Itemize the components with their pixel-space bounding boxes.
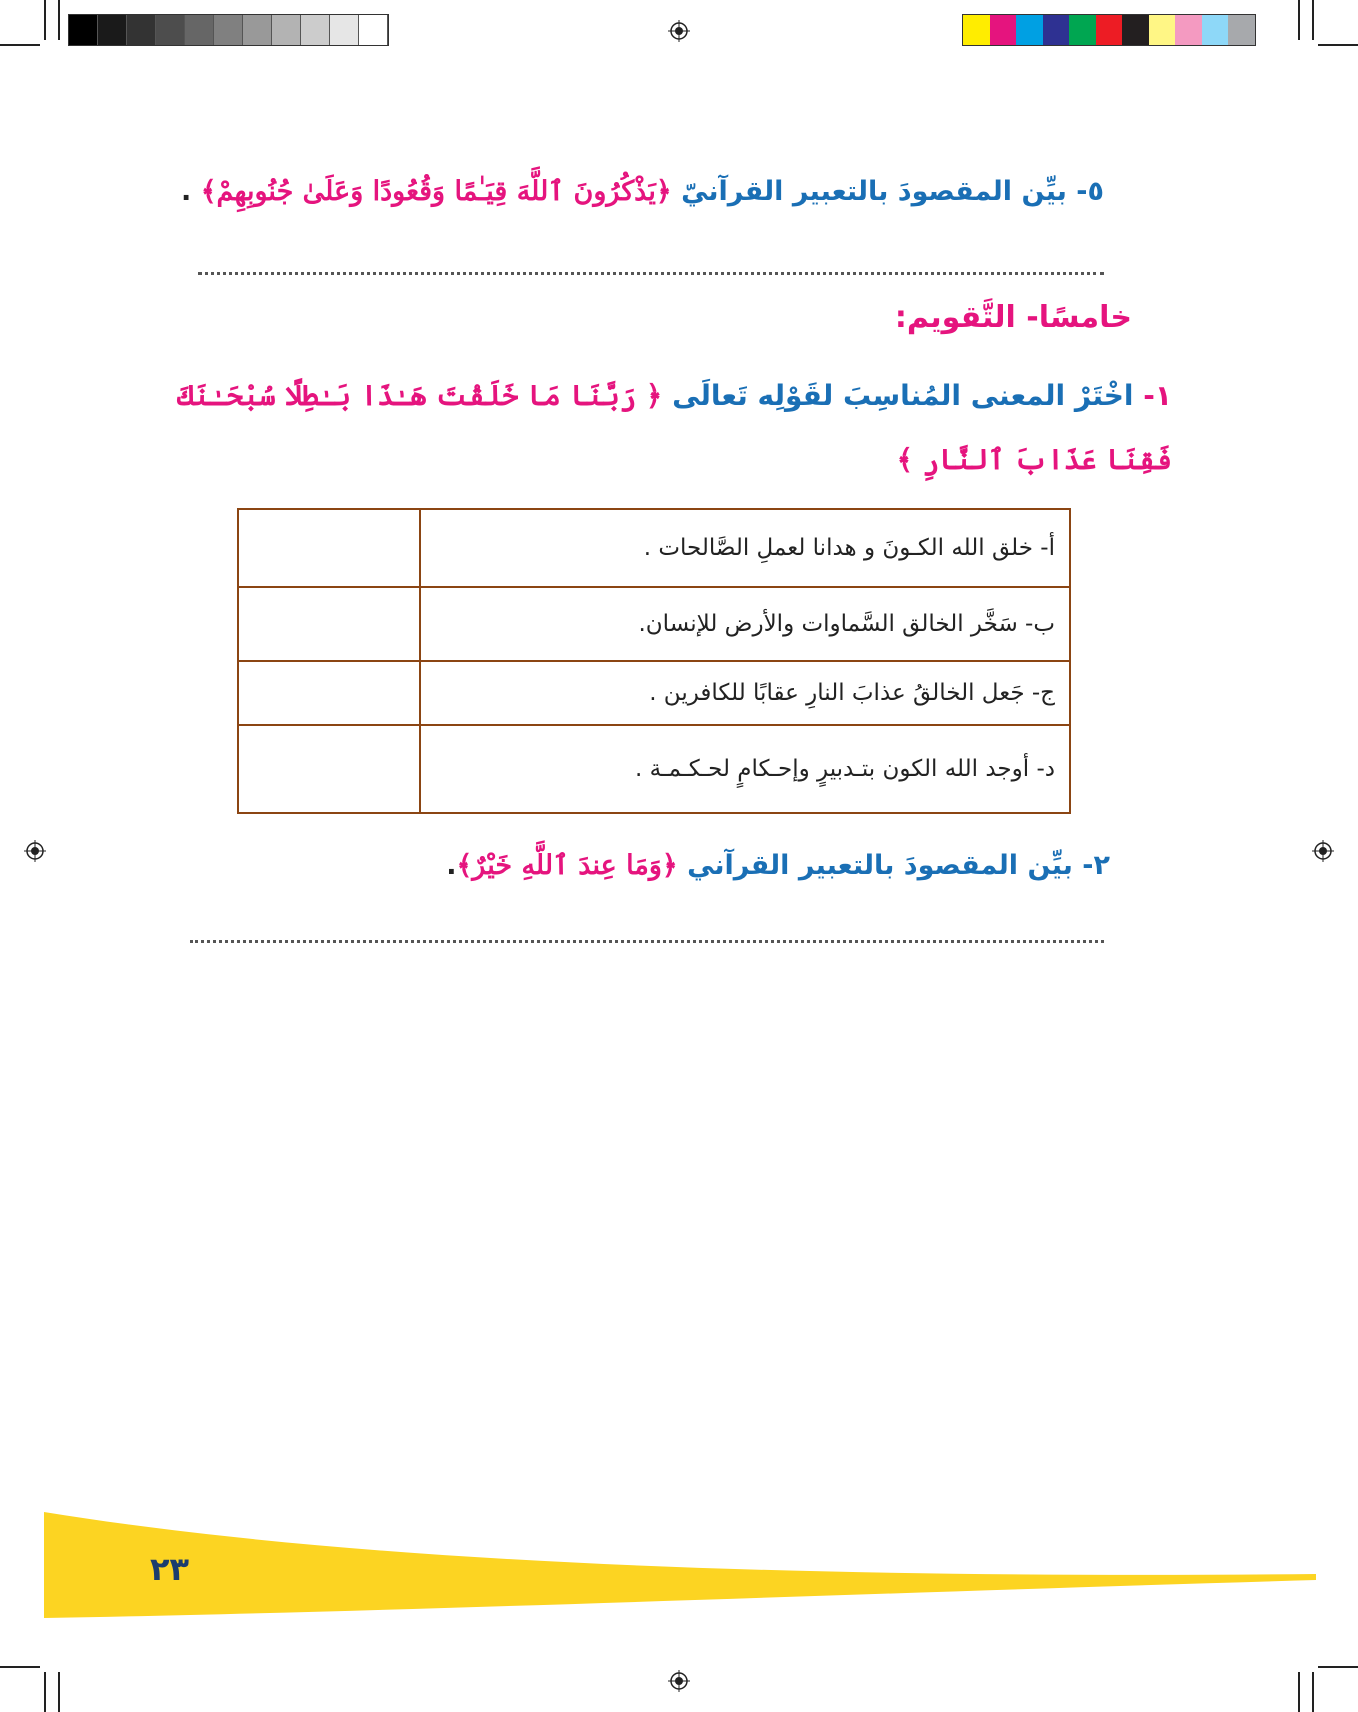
grayscale-swatch xyxy=(185,15,214,45)
question-1-text: اخْتَرْ المعنى المُناسِبَ لقَوْلِه تَعالَى xyxy=(662,379,1134,412)
color-swatch xyxy=(1149,15,1176,45)
grayscale-swatch xyxy=(98,15,127,45)
question-1-number: ١- xyxy=(1133,379,1172,412)
crop-mark xyxy=(1312,0,1314,40)
option-c: ج- جَعل الخالقُ عذابَ النارِ عقابًا للكافرين . xyxy=(420,661,1070,725)
crop-mark xyxy=(58,1672,60,1712)
table-row xyxy=(238,661,1070,725)
crop-mark xyxy=(58,0,60,40)
color-swatch xyxy=(990,15,1017,45)
grayscale-swatch xyxy=(272,15,301,45)
answer-cell[interactable] xyxy=(238,587,420,661)
grayscale-swatch xyxy=(156,15,185,45)
table-row xyxy=(238,509,1070,587)
color-swatch xyxy=(1175,15,1202,45)
crop-mark xyxy=(0,44,40,46)
options-table xyxy=(237,508,1071,814)
question-5-suffix: . xyxy=(181,176,201,207)
registration-mark-icon xyxy=(24,840,46,862)
grayscale-swatch xyxy=(301,15,330,45)
crop-mark xyxy=(44,0,46,40)
question-2-suffix: . xyxy=(446,850,457,881)
question-5-verse: ﴿يَذْكُرُونَ ٱللَّهَ قِيَـٰمًا وَقُعُودًا وَعَلَىٰ جُنُوبِهِمْ﴾ xyxy=(200,176,672,207)
crop-mark xyxy=(1298,1672,1300,1712)
color-swatch xyxy=(1016,15,1043,45)
grayscale-swatch xyxy=(330,15,359,45)
grayscale-swatch xyxy=(243,15,272,45)
question-5 xyxy=(181,176,1104,207)
grayscale-swatch xyxy=(69,15,98,45)
crop-mark xyxy=(1318,44,1358,46)
question-1-verse: ﴿ رَبَّنَا مَا خَلَقْتَ هَـٰذَا بَـٰطِلًا سُبْحَـٰنَكَ فَقِنَا عَذَابَ ٱلنَّارِ ﴾ xyxy=(177,379,1172,476)
crop-mark xyxy=(0,1666,40,1668)
option-a: أ- خلق الله الكـونَ و هدانا لعملِ الصَّالحات . xyxy=(420,509,1070,587)
answer-cell[interactable] xyxy=(238,661,420,725)
option-b: ب- سَخَّر الخالق السَّماوات والأرض للإنسان. xyxy=(420,587,1070,661)
question-2 xyxy=(446,850,1110,881)
grayscale-swatch xyxy=(127,15,156,45)
question-2-prefix: ٢- بيِّن المقصودَ بالتعبير القرآني xyxy=(677,850,1110,881)
answer-cell[interactable] xyxy=(238,725,420,813)
footer-band xyxy=(0,1500,1358,1630)
color-swatch xyxy=(1069,15,1096,45)
color-bar xyxy=(962,14,1256,46)
crop-mark xyxy=(1298,0,1300,40)
answer-line[interactable] xyxy=(198,272,1104,275)
answer-line[interactable] xyxy=(190,940,1104,943)
question-1 xyxy=(172,364,1172,492)
question-5-prefix: ٥- بيِّن المقصودَ بالتعبير القرآنيّ xyxy=(671,176,1104,207)
registration-mark-icon xyxy=(668,1670,690,1692)
crop-mark xyxy=(44,1672,46,1712)
color-swatch xyxy=(1096,15,1123,45)
crop-mark xyxy=(1318,1666,1358,1668)
question-2-verse: ﴿وَمَا عِندَ ٱللَّهِ خَيْرٌ﴾ xyxy=(456,850,678,881)
registration-mark-icon xyxy=(1312,840,1334,862)
section-heading: خامسًا- التَّقويم: xyxy=(894,300,1132,335)
color-swatch xyxy=(963,15,990,45)
table-row xyxy=(238,725,1070,813)
grayscale-swatch xyxy=(359,15,388,45)
table-row xyxy=(238,587,1070,661)
color-swatch xyxy=(1122,15,1149,45)
grayscale-swatch xyxy=(214,15,243,45)
crop-mark xyxy=(1312,1672,1314,1712)
registration-mark-icon xyxy=(668,20,690,42)
color-swatch xyxy=(1202,15,1229,45)
answer-cell[interactable] xyxy=(238,509,420,587)
page-number: ٢٣ xyxy=(150,1550,190,1588)
grayscale-bar xyxy=(68,14,389,46)
color-swatch xyxy=(1043,15,1070,45)
color-swatch xyxy=(1228,15,1255,45)
option-d: د- أوجد الله الكون بتـدبيرٍ وإحـكامٍ لحـكـمـة . xyxy=(420,725,1070,813)
